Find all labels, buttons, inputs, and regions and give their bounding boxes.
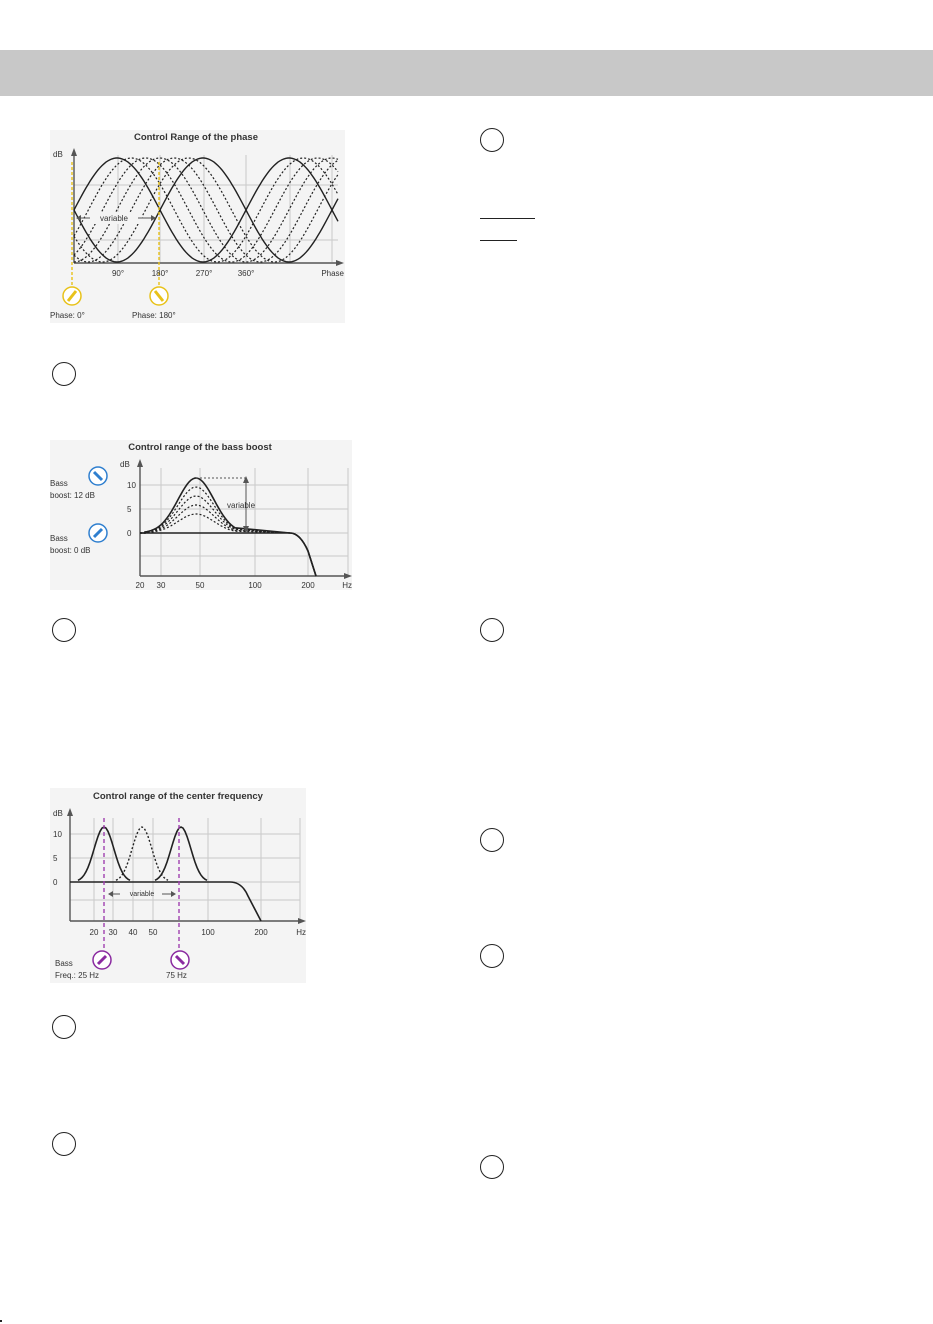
- freq-ytick-5: 5: [53, 854, 58, 863]
- bass-knob-bottom-label-2: boost: 0 dB: [50, 546, 91, 555]
- phase-tick-90: 90°: [111, 269, 125, 278]
- phase-wave-intermediate: [74, 158, 338, 262]
- freq-xtick-30: 30: [108, 928, 118, 937]
- phase-knob-180-label: Phase: 180°: [132, 311, 176, 320]
- freq-xtick-20: 20: [89, 928, 99, 937]
- bass-ytick-5: 5: [127, 505, 132, 514]
- freq-label-left-1: Bass: [55, 959, 73, 968]
- section-marker-1: [52, 362, 76, 386]
- phase-wave-180: [74, 158, 338, 262]
- bass-curve-intermediate: [140, 505, 316, 576]
- bass-ytick-10: 10: [127, 481, 136, 490]
- bass-xtick-100: 100: [248, 581, 262, 590]
- section-marker-8: [480, 944, 504, 968]
- phase-knob-180-icon: [150, 287, 168, 305]
- phase-tick-360: 360°: [237, 269, 255, 278]
- freq-baseline: [70, 882, 261, 921]
- phase-wave-intermediate: [74, 158, 338, 262]
- section-marker-4: [52, 1132, 76, 1156]
- bass-boost-chart: [50, 440, 352, 590]
- freq-xtick-50: 50: [148, 928, 158, 937]
- bass-xtick-20: 20: [135, 581, 145, 590]
- phase-knob-0-icon: [63, 287, 81, 305]
- freq-x-label: Hz: [296, 928, 306, 937]
- phase-wave-0: [74, 158, 338, 262]
- freq-ytick-0: 0: [53, 878, 58, 887]
- section-marker-2: [52, 618, 76, 642]
- freq-label-left-2: Freq.: 25 Hz: [55, 971, 100, 980]
- freq-curve-intermediate: [116, 827, 168, 880]
- bass-knob-0db-icon: [89, 524, 107, 542]
- freq-xtick-200: 200: [254, 928, 268, 937]
- phase-wave-intermediate: [74, 158, 338, 262]
- bass-knob-top-label-1: Bass: [50, 479, 68, 488]
- header-bar: [0, 50, 933, 96]
- bass-knob-12db-icon: [89, 467, 107, 485]
- bass-xtick-50: 50: [195, 581, 205, 590]
- bass-variable-label: variable: [227, 501, 256, 510]
- freq-label-right: 75 Hz: [166, 971, 187, 980]
- corner-dot: [0, 1320, 2, 1322]
- section-marker-6: [480, 618, 504, 642]
- section-marker-3: [52, 1015, 76, 1039]
- center-frequency-chart: [50, 788, 306, 983]
- phase-tick-270: 270°: [195, 269, 213, 278]
- phase-wave-intermediate: [74, 158, 338, 262]
- bass-boost-y-label: dB: [120, 460, 130, 469]
- center-freq-y-label: dB: [53, 809, 63, 818]
- bass-knob-bottom-label-1: Bass: [50, 534, 68, 543]
- underline-rule-1: [480, 218, 535, 219]
- phase-chart-title: Control Range of the phase: [133, 132, 259, 143]
- bass-x-label: Hz: [342, 581, 352, 590]
- phase-wave-intermediate: [74, 158, 338, 262]
- phase-variable-label: variable: [99, 214, 129, 223]
- center-freq-title: Control range of the center frequency: [93, 791, 263, 802]
- bass-knob-top-label-2: boost: 12 dB: [50, 491, 95, 500]
- bass-ytick-0: 0: [127, 529, 132, 538]
- freq-curve-75hz: [155, 827, 207, 880]
- freq-knob-25hz-icon: [93, 951, 111, 969]
- section-marker-7: [480, 828, 504, 852]
- phase-x-label: Phase: [321, 269, 344, 278]
- bass-xtick-30: 30: [156, 581, 166, 590]
- freq-xtick-40: 40: [128, 928, 138, 937]
- freq-xtick-100: 100: [201, 928, 215, 937]
- phase-y-label: dB: [53, 150, 63, 159]
- phase-knob-0-label: Phase: 0°: [50, 311, 85, 320]
- bass-curve-0db: [140, 533, 316, 576]
- freq-variable-label: variable: [129, 891, 155, 898]
- freq-knob-75hz-icon: [171, 951, 189, 969]
- phase-chart: [50, 130, 345, 323]
- phase-tick-180: 180°: [151, 269, 169, 278]
- bass-xtick-200: 200: [301, 581, 315, 590]
- underline-rule-2: [480, 240, 517, 241]
- section-marker-5: [480, 128, 504, 152]
- section-marker-9: [480, 1155, 504, 1179]
- bass-boost-title: Control range of the bass boost: [128, 442, 272, 453]
- freq-ytick-10: 10: [53, 830, 62, 839]
